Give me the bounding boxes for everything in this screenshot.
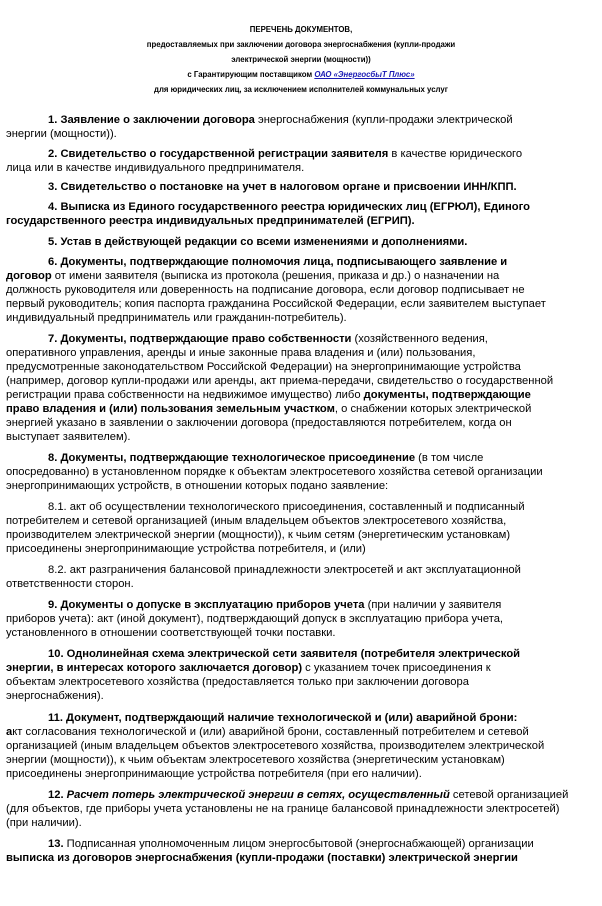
item-title: документы, подтверждающие	[363, 389, 531, 401]
item-title: Выписка из Единого государственного реестра юридических лиц (ЕГРЮЛ), Единого	[60, 201, 530, 213]
list-item	[48, 712, 517, 725]
item-text-line: энергией указано в заявлении о заключении договора (предоставляются потребителем, когда он	[6, 417, 512, 429]
item-text-line: энергии (мощности)), к чьим объектам электросетевого хозяйства (энергетическим установкам)	[6, 754, 505, 766]
item-text: , о снабжении которых электрической	[334, 403, 532, 415]
item-text-line: должность руководителя или доверенность на подписание договора, если договор подписывает не	[6, 284, 525, 296]
list-item	[48, 452, 483, 465]
list-item	[48, 201, 530, 214]
item-title: Устав в действующей редакции со всеми изменениями и дополнениями.	[60, 236, 468, 248]
item-text: кт согласования технологической и (или) аварийной брони, составленный потребителем и сетевой	[12, 726, 529, 738]
sub-item-line: присоединены энергопринимающие устройства потребителя, и (или)	[6, 543, 366, 555]
item-text: регистрации права собственности на недвижимое имущество) либо	[6, 389, 364, 401]
item-number: 13.	[48, 838, 64, 850]
item-number: 7.	[48, 333, 58, 345]
item-text-line: первый руководитель; копия паспорта гражданина Российской Федерации, если заявителем выступает	[6, 298, 546, 310]
sub-item-line: производителем электрической энергии (мощности)), к чьим сетям (энергетическим установкам)	[6, 529, 511, 541]
item-text: в качестве юридического	[388, 148, 523, 160]
item-text: (в том числе	[415, 452, 484, 464]
supplier-prefix: с Гарантирующим поставщиком	[187, 70, 315, 79]
document-subtitle-line-2: электрической энергии (мощности))	[231, 55, 371, 64]
item-title: Документы, подтверждающие полномочия лица, подписывающего заявление и	[60, 256, 508, 268]
item-number: 10.	[48, 648, 64, 660]
item-title: право владения и (или) пользования земельным участком	[6, 403, 335, 415]
item-text-line: оперативного управления, аренды и иные законные права владения и (или) пользования,	[6, 347, 476, 359]
supplier-company-name: ОАО «ЭнергосбыТ Плюс»	[314, 70, 415, 79]
item-title: Документы, подтверждающие право собственности	[60, 333, 352, 345]
item-number: 6.	[48, 256, 58, 268]
item-text-line: (для объектов, где приборы учета установлены не на границе балансовой принадлежности электросетей)	[6, 803, 560, 815]
item-text-line	[6, 662, 491, 675]
item-title: договор	[6, 270, 52, 282]
item-text-line	[6, 389, 531, 402]
sub-item: 8.1. акт об осуществлении технологического присоединения, составленный и подписанный	[48, 501, 525, 513]
item-text-line: индивидуальный предприниматель или гражданин-потребитель).	[6, 312, 347, 324]
item-title: а	[6, 726, 13, 738]
item-number: 1.	[48, 114, 58, 126]
item-text-line: предусмотренные законодательством Российской Федерации) на энергопринимающие устройства	[6, 361, 521, 373]
item-text: сетевой организацией	[449, 789, 569, 801]
item-text-line: выступает заявителем).	[6, 431, 131, 443]
item-title: Документы, подтверждающие технологическое присоединение	[60, 452, 416, 464]
sub-item: 8.2. акт разграничения балансовой принадлежности электросетей и акт эксплуатационной	[48, 564, 521, 576]
item-text-line	[6, 270, 499, 283]
item-text: (хозяйственного ведения,	[351, 333, 488, 345]
list-item	[48, 789, 568, 802]
item-text-line: энергопринимающих устройств, в отношении которых подано заявление:	[6, 480, 389, 492]
item-number: 11.	[48, 712, 63, 724]
item-text: Подписанная уполномоченным лицом энергосбытовой (энергоснабжающей) организации	[63, 838, 534, 850]
item-title: Документ, подтверждающий наличие технологической и (или) аварийной брони:	[66, 712, 518, 724]
item-text: (при наличии у заявителя	[364, 599, 502, 611]
item-text-line: присоединены энергопринимающие устройства потребителя (при его наличии).	[6, 768, 422, 780]
item-text-line: энергоснабжения).	[6, 690, 104, 702]
item-title: Свидетельство о государственной регистрации заявителя	[60, 148, 389, 160]
item-number: 12.	[48, 789, 64, 801]
list-item	[48, 838, 534, 851]
item-text-line: объектам электросетевого хозяйства (предоставляется только при заключении договора	[6, 676, 469, 688]
document-subtitle-line-3	[0, 68, 602, 81]
item-number: 3.	[48, 181, 58, 193]
list-item	[48, 599, 501, 612]
document-title: ПЕРЕЧЕНЬ ДОКУМЕНТОВ,	[249, 25, 353, 34]
item-title: энергии, в интересах которого заключается договор)	[6, 662, 303, 674]
item-text: с указанием точек присоединения к	[302, 662, 491, 674]
item-title: Расчет потерь электрической энергии в сетях, осуществленный	[66, 789, 450, 801]
item-text-line: организацией (иным владельцем объектов электросетевого хозяйства, производителем электрической	[6, 740, 545, 752]
item-text-line: (например, договор купли-продажи или аренды, акт приема-передачи, свидетельство о государственной	[6, 375, 554, 387]
item-text: от имени заявителя (выписка из протокола (решения, приказа и др.) о назначении на	[51, 270, 500, 282]
item-text-line: приборов учета): акт (иной документ), подтверждающий допуск в эксплуатацию прибора учета,	[6, 613, 504, 625]
list-item	[48, 333, 488, 346]
item-text-line: опосредованно) в установленном порядке к объектам электросетевого хозяйства сетевой организации	[6, 466, 543, 478]
list-item	[48, 648, 520, 661]
item-text-line: (при наличии).	[6, 817, 82, 829]
item-number: 2.	[48, 148, 58, 160]
list-item	[48, 181, 517, 194]
item-title-line: выписка из договоров энергоснабжения (купли-продажи (поставки) электрической энергии	[6, 852, 518, 864]
item-text-line: установленного в отношении соответствующей точки поставки.	[6, 627, 336, 639]
item-title-line: государственного реестра индивидуальных предпринимателей (ЕГРИП).	[6, 215, 415, 227]
document-subtitle-line-4: для юридических лиц, за исключением исполнителей коммунальных услуг	[154, 85, 448, 94]
list-item	[48, 114, 584, 127]
item-text-line: энергии (мощности)).	[6, 128, 117, 140]
item-title: Свидетельство о постановке на учет в налоговом органе и присвоении ИНН/КПП.	[60, 181, 517, 193]
item-title: Документы о допуске в эксплуатацию приборов учета	[60, 599, 365, 611]
item-number: 4.	[48, 201, 58, 213]
item-number: 8.	[48, 452, 58, 464]
list-item	[48, 236, 467, 249]
item-title: Заявление о заключении договора	[60, 114, 255, 126]
item-title: Однолинейная схема электрической сети заявителя (потребителя электрической	[66, 648, 521, 660]
list-item	[48, 256, 507, 269]
list-item	[48, 148, 522, 161]
item-text-line	[6, 726, 529, 739]
item-number: 9.	[48, 599, 58, 611]
document-subtitle-line-1: предоставляемых при заключении договора энергоснабжения (купли-продажи	[146, 40, 456, 49]
item-text-line	[6, 403, 531, 416]
sub-item-line: ответственности сторон.	[6, 578, 134, 590]
item-number: 5.	[48, 236, 58, 248]
item-text: энергоснабжения (купли-продажи электрической	[254, 114, 513, 126]
sub-item-line: потребителем и сетевой организацией (иным владельцем объектов электросетевого хозяйства,	[6, 515, 507, 527]
item-text-line: лица или в качестве индивидуального предпринимателя.	[6, 162, 305, 174]
